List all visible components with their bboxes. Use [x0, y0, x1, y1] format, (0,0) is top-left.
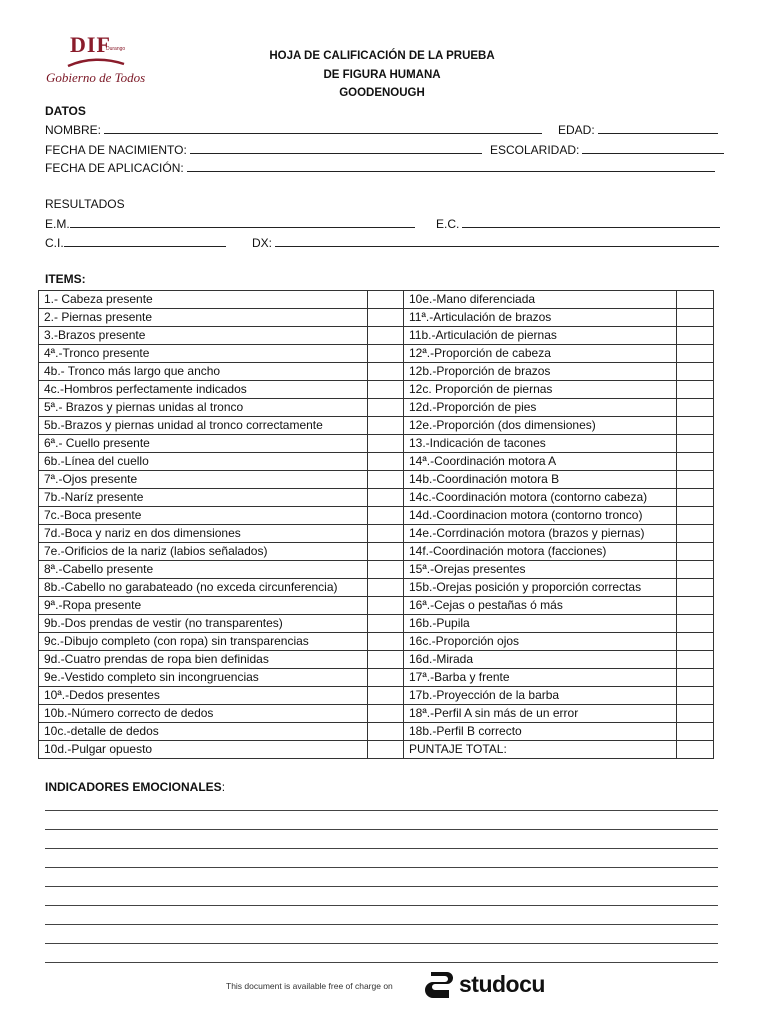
- item-label-right: 18b.-Perfil B correcto: [404, 723, 677, 741]
- table-row: [39, 399, 714, 417]
- item-label-right: 17ª.-Barba y frente: [404, 669, 677, 687]
- dx-field[interactable]: [252, 235, 719, 250]
- score-cell-left[interactable]: [368, 471, 404, 489]
- indicadores-heading-text: INDICADORES EMOCIONALES: [45, 780, 222, 794]
- score-cell-left[interactable]: [368, 291, 404, 309]
- fecha-nacimiento-field[interactable]: [45, 142, 482, 157]
- score-cell-left[interactable]: [368, 741, 404, 759]
- table-row: [39, 633, 714, 651]
- item-label-right: PUNTAJE TOTAL:: [404, 741, 677, 759]
- escolaridad-label: ESCOLARIDAD:: [490, 143, 580, 157]
- item-label-left: 7b.-Naríz presente: [39, 489, 368, 507]
- item-label-right: 17b.-Proyección de la barba: [404, 687, 677, 705]
- item-label-left: 9e.-Vestido completo sin incongruencias: [39, 669, 368, 687]
- score-cell-right[interactable]: [677, 327, 714, 345]
- item-label-right: 14d.-Coordinacion motora (contorno tronco): [404, 507, 677, 525]
- score-cell-right[interactable]: [677, 345, 714, 363]
- item-label-right: 16b.-Pupila: [404, 615, 677, 633]
- datos-heading: DATOS: [45, 104, 86, 118]
- score-cell-left[interactable]: [368, 309, 404, 327]
- writing-line[interactable]: [45, 810, 718, 811]
- score-cell-right[interactable]: [677, 309, 714, 327]
- item-label-right: 14ª.-Coordinación motora A: [404, 453, 677, 471]
- score-cell-left[interactable]: [368, 579, 404, 597]
- score-cell-left[interactable]: [368, 705, 404, 723]
- score-cell-left[interactable]: [368, 381, 404, 399]
- score-cell-left[interactable]: [368, 543, 404, 561]
- score-cell-right[interactable]: [677, 489, 714, 507]
- table-row: [39, 417, 714, 435]
- item-label-right: 11ª.-Articulación de brazos: [404, 309, 677, 327]
- title-line-1: HOJA DE CALIFICACIÓN DE LA PRUEBA: [269, 50, 495, 62]
- score-cell-right[interactable]: [677, 525, 714, 543]
- nombre-label: NOMBRE:: [45, 123, 102, 137]
- score-cell-right[interactable]: [677, 471, 714, 489]
- table-row: [39, 327, 714, 345]
- table-row: [39, 561, 714, 579]
- dif-logo: [44, 32, 144, 92]
- score-cell-right[interactable]: [677, 597, 714, 615]
- edad-blank[interactable]: [598, 122, 718, 134]
- item-label-right: 15b.-Orejas posición y proporción correctas: [404, 579, 677, 597]
- score-cell-left[interactable]: [368, 327, 404, 345]
- item-label-left: 5ª.- Brazos y piernas unidas al tronco: [39, 399, 368, 417]
- writing-line[interactable]: [45, 867, 718, 868]
- dif-brand: DIF: [70, 32, 111, 57]
- ci-blank[interactable]: [64, 235, 226, 247]
- table-row: [39, 363, 714, 381]
- dif-brand-sub: Durango: [106, 46, 126, 52]
- score-cell-left[interactable]: [368, 561, 404, 579]
- item-label-right: 10e.-Mano diferenciada: [404, 291, 677, 309]
- writing-line[interactable]: [45, 943, 718, 944]
- table-row: [39, 525, 714, 543]
- item-label-right: 16c.-Proporción ojos: [404, 633, 677, 651]
- score-cell-right[interactable]: [677, 723, 714, 741]
- table-row: [39, 345, 714, 363]
- dx-label: DX:: [252, 236, 273, 250]
- items-table: [38, 290, 714, 759]
- table-row: [39, 471, 714, 489]
- item-label-left: 8ª.-Cabello presente: [39, 561, 368, 579]
- score-cell-right[interactable]: [677, 633, 714, 651]
- item-label-right: 13.-Indicación de tacones: [404, 435, 677, 453]
- ci-label: C.I.: [45, 236, 64, 250]
- fecha-aplicacion-field[interactable]: [45, 160, 715, 175]
- footer-note: This document is available free of charge on: [226, 981, 393, 991]
- nombre-blank[interactable]: [104, 122, 542, 134]
- studocu-icon: [425, 969, 455, 1001]
- score-cell-right[interactable]: [677, 705, 714, 723]
- table-row: [39, 291, 714, 309]
- score-cell-right[interactable]: [677, 561, 714, 579]
- indicadores-heading: [45, 780, 225, 794]
- score-cell-left[interactable]: [368, 345, 404, 363]
- table-row: [39, 723, 714, 741]
- dif-tagline: Gobierno de Todos: [46, 70, 146, 85]
- item-label-right: 11b.-Articulación de piernas: [404, 327, 677, 345]
- item-label-right: 14f.-Coordinación motora (facciones): [404, 543, 677, 561]
- fecha-aplicacion-blank[interactable]: [187, 160, 715, 172]
- table-row: [39, 453, 714, 471]
- score-cell-right[interactable]: [677, 651, 714, 669]
- item-label-left: 7ª.-Ojos presente: [39, 471, 368, 489]
- ec-blank[interactable]: [462, 216, 720, 228]
- table-row: [39, 381, 714, 399]
- table-row: [39, 309, 714, 327]
- table-row: [39, 579, 714, 597]
- item-label-right: 12c. Proporción de piernas: [404, 381, 677, 399]
- item-label-left: 9c.-Dibujo completo (con ropa) sin transparencias: [39, 633, 368, 651]
- item-label-right: 12ª.-Proporción de cabeza: [404, 345, 677, 363]
- indicadores-colon: :: [221, 780, 226, 794]
- score-cell-right[interactable]: [677, 453, 714, 471]
- ec-label: E.C.: [436, 217, 460, 231]
- item-label-left: 6b.-Línea del cuello: [39, 453, 368, 471]
- item-label-right: 12d.-Proporción de pies: [404, 399, 677, 417]
- table-row: [39, 705, 714, 723]
- nombre-field[interactable]: [45, 122, 542, 137]
- score-cell-left[interactable]: [368, 399, 404, 417]
- score-cell-right[interactable]: [677, 687, 714, 705]
- writing-line[interactable]: [45, 886, 718, 887]
- ci-field[interactable]: [45, 235, 226, 250]
- table-row: [39, 741, 714, 759]
- item-label-left: 5b.-Brazos y piernas unidad al tronco correctamente: [39, 417, 368, 435]
- score-cell-left[interactable]: [368, 651, 404, 669]
- item-label-left: 10ª.-Dedos presentes: [39, 687, 368, 705]
- fecha-aplicacion-label: FECHA DE APLICACIÓN:: [45, 161, 184, 175]
- score-cell-left[interactable]: [368, 453, 404, 471]
- fecha-nacimiento-label: FECHA DE NACIMIENTO:: [45, 143, 187, 157]
- title-line-2: DE FIGURA HUMANA: [323, 68, 441, 81]
- item-label-left: 7e.-Orificios de la nariz (labios señalados): [39, 543, 368, 561]
- item-label-right: 18ª.-Perfil A sin más de un error: [404, 705, 677, 723]
- item-label-right: 14b.-Coordinación motora B: [404, 471, 677, 489]
- edad-field[interactable]: [558, 122, 718, 137]
- item-label-left: 1.- Cabeza presente: [39, 291, 368, 309]
- item-label-left: 9b.-Dos prendas de vestir (no transparentes): [39, 615, 368, 633]
- studocu-logo[interactable]: [425, 969, 555, 1003]
- items-heading: ITEMS:: [45, 272, 86, 286]
- item-label-left: 10b.-Número correcto de dedos: [39, 705, 368, 723]
- table-row: [39, 507, 714, 525]
- item-label-left: 7d.-Boca y nariz en dos dimensiones: [39, 525, 368, 543]
- score-cell-right[interactable]: [677, 291, 714, 309]
- score-cell-right[interactable]: [677, 363, 714, 381]
- table-row: [39, 651, 714, 669]
- writing-line[interactable]: [45, 848, 718, 849]
- score-cell-left[interactable]: [368, 633, 404, 651]
- title-line-3: GOODENOUGH: [339, 87, 425, 99]
- score-cell-right[interactable]: [677, 417, 714, 435]
- item-label-left: 4b.- Tronco más largo que ancho: [39, 363, 368, 381]
- item-label-left: 8b.-Cabello no garabateado (no exceda circunferencia): [39, 579, 368, 597]
- writing-line[interactable]: [45, 829, 718, 830]
- item-label-left: 4ª.-Tronco presente: [39, 345, 368, 363]
- score-cell-left[interactable]: [368, 489, 404, 507]
- em-label: E.M.: [45, 217, 70, 231]
- item-label-right: 15ª.-Orejas presentes: [404, 561, 677, 579]
- item-label-right: 12e.-Proporción (dos dimensiones): [404, 417, 677, 435]
- score-cell-right[interactable]: [677, 615, 714, 633]
- item-label-right: 14e.-Corrdinación motora (brazos y piernas): [404, 525, 677, 543]
- dx-blank[interactable]: [275, 235, 719, 247]
- item-label-right: 14c.-Coordinación motora (contorno cabeza): [404, 489, 677, 507]
- writing-line[interactable]: [45, 905, 718, 906]
- score-cell-right[interactable]: [677, 741, 714, 759]
- score-cell-left[interactable]: [368, 723, 404, 741]
- writing-line[interactable]: [45, 962, 718, 963]
- score-cell-right[interactable]: [677, 435, 714, 453]
- studocu-wordmark: studocu: [459, 971, 545, 997]
- score-cell-right[interactable]: [677, 543, 714, 561]
- score-cell-left[interactable]: [368, 363, 404, 381]
- item-label-left: 9d.-Cuatro prendas de ropa bien definidas: [39, 651, 368, 669]
- em-field[interactable]: [45, 216, 415, 231]
- table-row: [39, 597, 714, 615]
- item-label-left: 9ª.-Ropa presente: [39, 597, 368, 615]
- table-row: [39, 435, 714, 453]
- resultados-heading: RESULTADOS: [45, 197, 125, 211]
- edad-label: EDAD:: [558, 123, 595, 137]
- escolaridad-field[interactable]: [490, 142, 724, 157]
- item-label-left: 6ª.- Cuello presente: [39, 435, 368, 453]
- score-cell-left[interactable]: [368, 669, 404, 687]
- score-cell-right[interactable]: [677, 381, 714, 399]
- document-title: [230, 47, 534, 103]
- em-blank[interactable]: [70, 216, 415, 228]
- item-label-left: 10d.-Pulgar opuesto: [39, 741, 368, 759]
- item-label-left: 3.-Brazos presente: [39, 327, 368, 345]
- score-cell-left[interactable]: [368, 615, 404, 633]
- table-row: [39, 669, 714, 687]
- item-label-right: 16d.-Mirada: [404, 651, 677, 669]
- table-row: [39, 687, 714, 705]
- score-cell-right[interactable]: [677, 669, 714, 687]
- table-row: [39, 543, 714, 561]
- item-label-right: 12b.-Proporción de brazos: [404, 363, 677, 381]
- ec-field[interactable]: [436, 216, 720, 231]
- score-cell-left[interactable]: [368, 687, 404, 705]
- item-label-left: 7c.-Boca presente: [39, 507, 368, 525]
- score-cell-left[interactable]: [368, 507, 404, 525]
- escolaridad-blank[interactable]: [582, 142, 724, 154]
- score-cell-left[interactable]: [368, 417, 404, 435]
- fecha-nacimiento-blank[interactable]: [190, 142, 482, 154]
- table-row: [39, 615, 714, 633]
- item-label-left: 4c.-Hombros perfectamente indicados: [39, 381, 368, 399]
- score-cell-left[interactable]: [368, 597, 404, 615]
- score-cell-right[interactable]: [677, 399, 714, 417]
- item-label-left: 2.- Piernas presente: [39, 309, 368, 327]
- writing-line[interactable]: [45, 924, 718, 925]
- score-cell-right[interactable]: [677, 579, 714, 597]
- swoosh-icon: [66, 56, 126, 70]
- item-label-right: 16ª.-Cejas o pestañas ó más: [404, 597, 677, 615]
- score-cell-left[interactable]: [368, 435, 404, 453]
- score-cell-left[interactable]: [368, 525, 404, 543]
- item-label-left: 10c.-detalle de dedos: [39, 723, 368, 741]
- table-row: [39, 489, 714, 507]
- score-cell-right[interactable]: [677, 507, 714, 525]
